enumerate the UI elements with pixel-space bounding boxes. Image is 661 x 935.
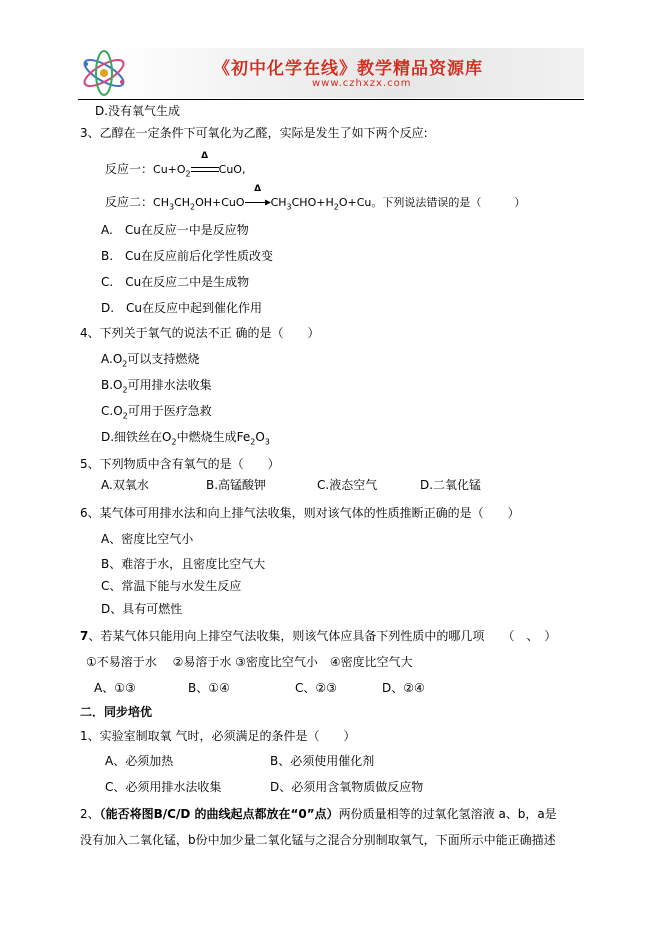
q3-option-b: B. Cu在反应前后化学性质改变	[101, 249, 274, 263]
q4-option-a: $A.O_2$可以支持燃烧	[101, 352, 200, 369]
q5-option-a: A.双氧水	[101, 478, 149, 492]
q3-option-a: A. Cu在反应一中是反应物	[101, 223, 249, 237]
q7-option-a: A、①③	[94, 681, 136, 695]
heating-condition: Δ	[191, 162, 219, 176]
s2-stem-line-2: 没有加入二氧化锰，b份中加少量二氧化锰与之混合分别制取氧气，下面所示中能正确描述	[80, 833, 556, 847]
q5-option-b: B.高锰酸钾	[206, 478, 267, 492]
q6-option-a: A、密度比空气小	[101, 532, 194, 546]
q4-stem: 4、下列关于氧气的说法不正 确的是（ ）	[80, 326, 320, 340]
q7-option-b: B、①④	[188, 681, 230, 695]
q3-option-c: C. Cu在反应二中是生成物	[101, 275, 250, 289]
q6-option-d: D、具有可燃性	[101, 602, 183, 616]
q7-option-c: C、②③	[295, 681, 337, 695]
right-arrow-icon	[245, 199, 271, 206]
q3-stem: 3、乙醇在一定条件下可氧化为乙醛，实际是发生了如下两个反应:	[80, 126, 428, 140]
q5-option-d: D.二氧化锰	[420, 478, 482, 492]
s1-option-c: C、必须用排水法收集	[105, 780, 222, 794]
header-url: www.czhxzx.com	[312, 78, 412, 89]
q5-option-c: C.液态空气	[317, 478, 378, 492]
section-2-title: 二．同步培优	[80, 705, 153, 719]
s1-option-b: B、必须使用催化剂	[270, 754, 375, 768]
q3-reaction-1: 反应一：$Cu+O_2$ Δ CuO,	[105, 151, 246, 179]
heating-arrow: Δ	[245, 195, 271, 209]
q7-items: ①不易溶于水 ②易溶于水 ③密度比空气小 ④密度比空气大	[86, 655, 413, 669]
q3-reaction-2: 反应二：$CH_3CH_2OH+CuO$ Δ $CH_3CHO+H_2O+Cu$。下列说法错误的是（ ）	[105, 184, 526, 212]
q4-option-b: $B.O_2$可用排水法收集	[101, 378, 212, 395]
q7-option-d: D、②④	[382, 681, 425, 695]
header-title: 《初中化学在线》教学精品资源库	[213, 59, 483, 79]
q6-stem: 6、某气体可用排水法和向上排气法收集，则对该气体的性质推断正确的是（ ）	[80, 506, 520, 520]
q7-stem: 7、若某气体只能用向上排空气法收集，则该气体应具备下列性质中的哪几项 （ 、 ）	[80, 629, 557, 643]
header-banner	[78, 48, 584, 98]
s1-option-d: D、必须用含氧物质做反应物	[270, 780, 424, 794]
q6-option-c: C、常温下能与水发生反应	[101, 579, 242, 593]
q3-option-d: D. Cu在反应中起到催化作用	[101, 301, 263, 315]
q5-stem: 5、下列物质中含有氧气的是（ ）	[80, 457, 280, 471]
s1-stem: 1、实验室制取氧 气时，必须满足的条件是（ ）	[80, 729, 356, 743]
header-rule	[78, 99, 584, 100]
q6-option-b: B、难溶于水，且密度比空气大	[101, 557, 266, 571]
s1-option-a: A、必须加热	[105, 754, 174, 768]
s2-stem-line-1: 2、（能否将图B/C/D 的曲线起点都放在“0”点）两份质量相等的过氧化氢溶液 a、b，a是	[80, 807, 557, 821]
q4-option-c: $C.O_2$可用于医疗急救	[101, 404, 212, 421]
q4-option-d: D.细铁丝在$O_2$中燃烧生成$Fe_2O_3$	[101, 430, 270, 447]
atom-logo-icon	[78, 50, 130, 96]
prev-option-d: D.没有氧气生成	[95, 104, 181, 118]
